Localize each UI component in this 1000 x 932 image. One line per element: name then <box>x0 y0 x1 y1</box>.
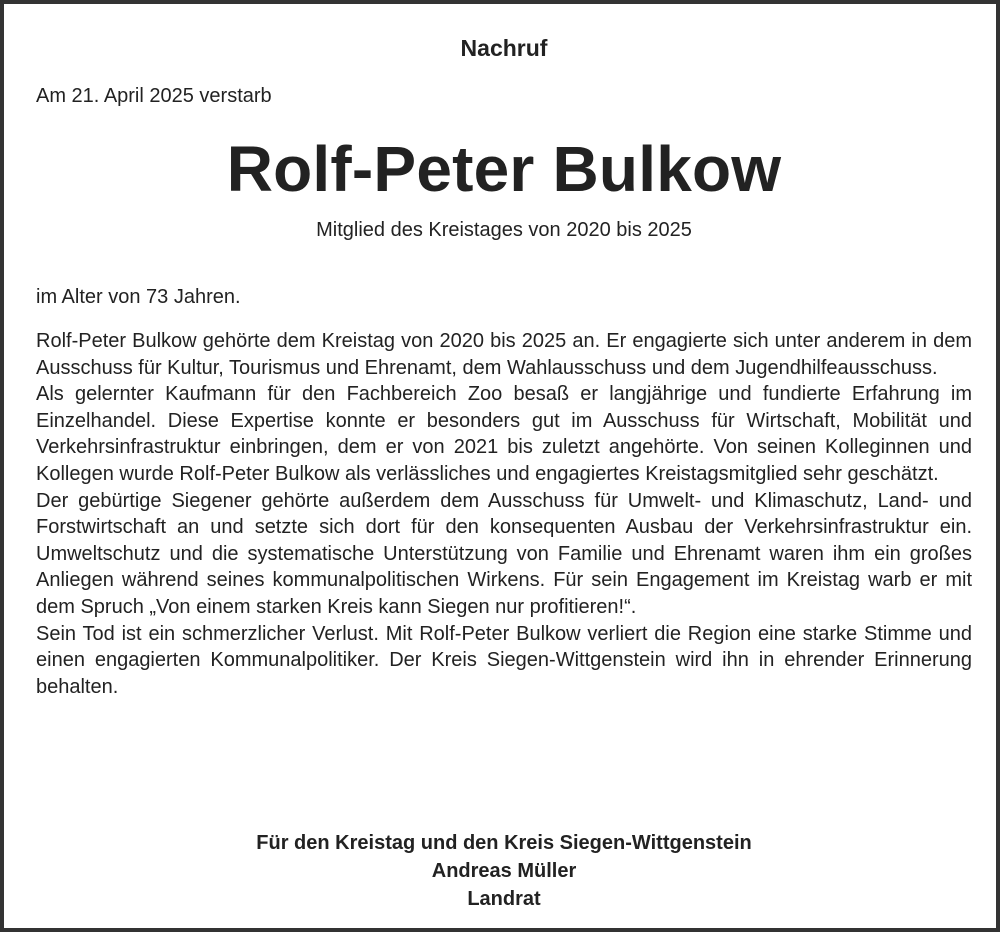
body-paragraph: Sein Tod ist ein schmerzlicher Verlust. Mit Rolf-Peter Bulkow verliert die Region eine starke Stimme und einen engagierten Kommunalpolitiker. Der Kreis Siegen-Wittgenstein wird ihn in ehrender Erinnerung behalten. <box>36 622 972 698</box>
notice-heading: Nachruf <box>460 35 548 61</box>
body-paragraph: Als gelernter Kaufmann für den Fachbereich Zoo besaß er langjährige und fundierte Erfahrung im Einzelhandel. Diese Expertise konnte er besonders gut im Ausschuss für Wirtschaft, Mobilität und Verkehrsinfrastruktur einbringen, dem er von 2021 bis zuletzt angehörte. Von seinen Kolleginnen und Kollegen wurde Rolf-Peter Bulkow als verlässliches und engagiertes Kreistagsmitglied sehr geschätzt. <box>36 383 972 485</box>
age-line: im Alter von 73 Jahren. <box>36 286 241 308</box>
body-paragraph: Rolf-Peter Bulkow gehörte dem Kreistag von 2020 bis 2025 an. Er engagierte sich unter anderem in dem Ausschuss für Kultur, Tourismus und Ehrenamt, dem Wahlausschuss und dem Jugendhilfeausschuss. <box>36 330 972 379</box>
signature-role: Landrat <box>467 888 541 910</box>
signature-name: Andreas Müller <box>431 860 577 882</box>
body-paragraph: Der gebürtige Siegener gehörte außerdem dem Ausschuss für Umwelt- und Klimaschutz, Land- und Forstwirtschaft an und setzte sich dort für den konsequenten Ausbau der Verkehrsinfrastruktur ein. Umweltschutz und die systematische Unterstützung von Familie und Ehrenamt waren ihm ein großes Anliegen während seines kommunalpolitischen Wirkens. Für sein Engagement im Kreistag warb er mit dem Spruch „Von einem starken Kreis kann Siegen nur profitieren!“. <box>36 489 972 618</box>
membership-subtitle: Mitglied des Kreistages von 2020 bis 2025 <box>316 219 692 241</box>
signature-organization: Für den Kreistag und den Kreis Siegen-Wittgenstein <box>256 832 752 854</box>
obituary-body <box>36 328 972 700</box>
deceased-name: Rolf-Peter Bulkow <box>226 133 782 205</box>
date-of-death-line: Am 21. April 2025 verstarb <box>36 85 272 107</box>
signature-block <box>4 829 1000 913</box>
